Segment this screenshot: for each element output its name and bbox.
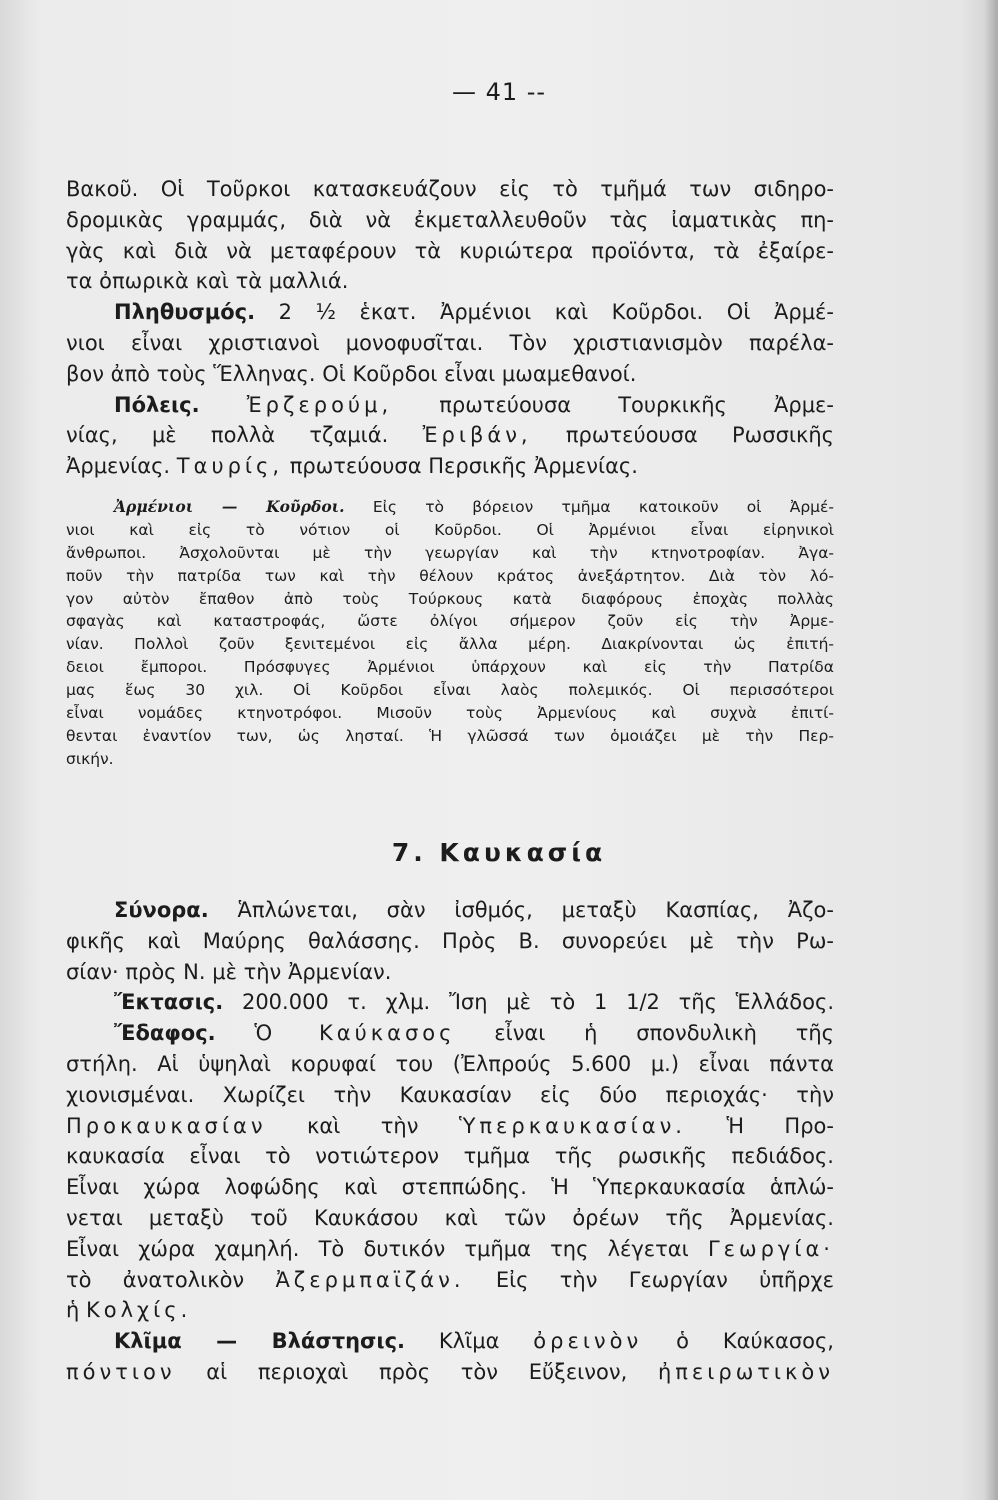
armenians-label: Ἀρμένιοι — Κοῦρδοι. [114,497,345,516]
text-line: Προκαυκασίαν καὶ τὴν Ὑπερκαυκασίαν. Ἡ Προ- [66,1113,834,1138]
population-label: Πληθυσμός. [114,300,256,325]
text-line: ἡ Κολχίς. [66,1298,192,1323]
cities-label: Πόλεις. [114,392,200,417]
text-line: νεται μεταξὺ τοῦ Καυκάσου καὶ τῶν ὀρέων τῆς Ἀρμενίας. [66,1205,834,1230]
soil-label: Ἔδαφος. [114,1021,216,1046]
caucasus-section [66,895,834,1388]
text-line: φικῆς καὶ Μαύρης θαλάσσης. Πρὸς Β. συνορεύει μὲ τὴν Ρω- [66,928,834,953]
text-line: θενται ἐναντίον των, ὡς λησταί. Ἡ γλῶσσά των ὁμοιάζει μὲ τὴν Περ- [66,726,834,745]
cities-line: Πόλεις. Ἐρζερούμ, πρωτεύουσα Τουρκικῆς Ἀρμε- [114,392,834,417]
text-line: σικήν. [66,749,114,768]
text-line: μας ἕως 30 χιλ. Οἱ Κοῦρδοι εἶναι λαὸς πολεμικός. Οἱ περισσότεροι [66,681,834,700]
text-line: νιοι εἶναι χριστιανοὶ μονοφυσῖται. Τὸν χριστιανισμὸν παρέλα- [66,330,834,355]
climate-label: Κλῖμα — Βλάστησις. [114,1329,406,1354]
text-line: Εἶναι χώρα λοφώδης καὶ στεππώδης. Ἡ Ὑπερκαυκασία ἁπλώ- [66,1175,834,1200]
text-line: Βακοῦ. Οἱ Τοῦρκοι κατασκευάζουν εἰς τὸ τμῆμά των σιδηρο- [66,177,834,201]
population-line: Πληθυσμός. 2 ½ ἑκατ. Ἀρμένιοι καὶ Κοῦρδοι. Οἱ Ἀρμέ- [114,300,834,325]
borders-line: Σύνορα. Ἁπλώνεται, σὰν ἰσθμός, μεταξὺ Κασπίας, Ἀζο- [114,898,834,922]
text-line: χιονισμέναι. Χωρίζει τὴν Καυκασίαν εἰς δύο περιοχάς· τὴν [66,1082,834,1107]
text-line: ποῦν τὴν πατρίδα των καὶ τὴν θέλουν κράτος ἀνεξάρτητον. Διὰ τὸν λό- [66,566,834,585]
page-edge-shadow [984,0,998,1500]
text-line: τὸ ἀνατολικὸν Ἀζερμπαϊζάν. Εἰς τὴν Γεωργίαν ὑπῆρχε [66,1267,834,1292]
text-line: Εἶναι χώρα χαμηλή. Τὸ δυτικόν τμῆμα της λέγεται Γεωργία· [66,1236,834,1261]
text-line: νίαν. Πολλοὶ ζοῦν ξενιτεμένοι εἰς ἄλλα μέρη. Διακρίνονται ὡς ἐπιτή- [66,635,834,654]
text-line: δειοι ἔμποροι. Πρόσφυγες Ἀρμένιοι ὑπάρχουν καὶ εἰς τὴν Πατρίδα [66,658,834,677]
text-line: στήλη. Αἱ ὑψηλαὶ κορυφαί του (Ἐλπρούς 5.600 μ.) εἶναι πάντα [66,1051,834,1076]
soil-line: Ἔδαφος. Ὁ Καύκασος εἶναι ἡ σπονδυλικὴ τῆς [114,1021,834,1046]
text-line: γὰς καὶ διὰ νὰ μεταφέρουν τὰ κυριώτερα προϊόντα, τὰ ἐξαίρε- [66,238,834,263]
text-line: Ἀρμενίας. Ταυρίς, πρωτεύουσα Περσικῆς Ἀρμενίας. [66,454,638,479]
borders-label: Σύνορα. [114,898,209,922]
armenians-kurds-paragraph [66,496,834,771]
text-line: σίαν· πρὸς Ν. μὲ τὴν Ἀρμενίαν. [66,959,392,984]
text-line: εἶναι νομάδες κτηνοτρόφοι. Μισοῦν τοὺς Ἀρμενίους καὶ συχνὰ ἐπιτί- [66,704,834,723]
text-line: σφαγὰς καὶ καταστροφάς, ὥστε ὀλίγοι σήμερον ζοῦν εἰς τὴν Ἀρμε- [66,612,834,631]
armenians-line: Ἀρμένιοι — Κοῦρδοι. Εἰς τὸ βόρειον τμῆμα κατοικοῦν οἱ Ἀρμέ- [114,497,834,516]
text-line: νιοι καὶ εἰς τὸ νότιον οἱ Κοῦρδοι. Οἱ Ἀρμένιοι εἶναι εἰρηνικοὶ [66,520,834,539]
text-line: καυκασία εἶναι τὸ νοτιώτερον τμῆμα τῆς ρωσικῆς πεδιάδος. [66,1144,834,1169]
text-line: δρομικὰς γραμμάς, διὰ νὰ ἐκμεταλλευθοῦν τὰς ἰαματικὰς πη- [66,207,834,232]
text-line: τα ὀπωρικὰ καὶ τὰ μαλλιά. [66,269,349,294]
section-heading: 7. Καυκασία [391,838,607,867]
text-line: νίας, μὲ πολλὰ τζαμιά. Ἐριβάν, πρωτεύουσα Ρωσσικῆς [66,423,834,448]
text-line: πόντιον αἱ περιοχαὶ πρὸς τὸν Εὔξεινον, ἠπειρωτικὸν [66,1359,834,1384]
climate-line: Κλῖμα — Βλάστησις. Κλῖμα ὀρεινὸν ὁ Καύκασος, [114,1329,834,1354]
intro-paragraph [66,174,834,482]
text-line: βον ἀπὸ τοὺς Ἕλληνας. Οἱ Κοῦρδοι εἶναι μωαμεθανοί. [66,361,637,386]
text-line: ἄνθρωποι. Ἀσχολοῦνται μὲ τὴν γεωργίαν καὶ τὴν κτηνοτροφίαν. Ἀγα- [66,543,834,562]
text-line: γον αὐτὸν ἔπαθον ἀπὸ τοὺς Τούρκους κατὰ διαφόρους ἐποχὰς πολλὰς [66,589,834,608]
page-number: — 41 -- [451,78,547,106]
area-label: Ἔκτασις. [114,990,224,1015]
area-line: Ἔκτασις. 200.000 τ. χλμ. Ἴση μὲ τὸ 1 1/2 τῆς Ἑλλάδος. [114,990,834,1015]
